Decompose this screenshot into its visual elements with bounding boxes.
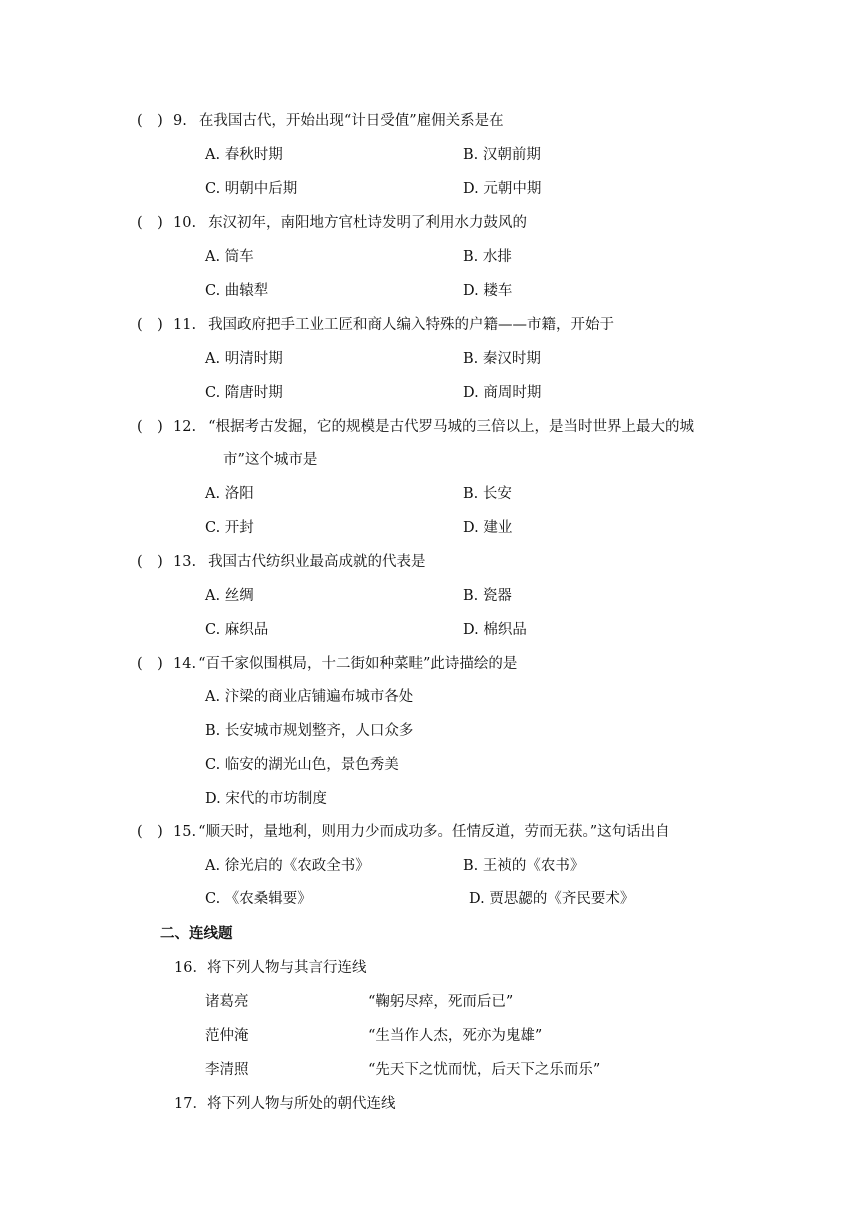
question-10-stem-line <box>137 213 527 233</box>
quote-item: “先天下之忧而忧，后天下之乐而乐” <box>368 1062 601 1078</box>
question-stem: “百千家似围棋局，十二街如种菜畦”此诗描绘的是 <box>198 656 518 672</box>
quote-item: “生当作人杰，死亦为鬼雄” <box>368 1028 543 1044</box>
question-number: 12. <box>173 419 197 435</box>
answer-blank: ( ) <box>137 317 163 333</box>
option-c: C. 曲辕犁 <box>205 283 269 299</box>
question-stem-continuation: 市”这个城市是 <box>223 452 318 468</box>
option-c: C. 隋唐时期 <box>205 385 283 401</box>
option-a: A. 丝绸 <box>205 588 254 604</box>
option-c: C. 开封 <box>205 520 254 536</box>
question-16-prompt: 16．将下列人物与其言行连线 <box>174 960 367 976</box>
option-a: A. 明清时期 <box>205 351 283 367</box>
answer-blank: ( ) <box>137 419 163 435</box>
option-b: B. 汉朝前期 <box>463 147 541 163</box>
option-a: A. 汴梁的商业店铺遍布城市各处 <box>205 689 414 705</box>
option-c: C. 麻织品 <box>205 622 269 638</box>
option-a: A. 春秋时期 <box>205 147 283 163</box>
person-item: 范仲淹 <box>205 1028 249 1044</box>
option-c: C. 明朝中后期 <box>205 181 298 197</box>
question-number: 9. <box>173 113 187 129</box>
question-number: 11. <box>173 317 197 333</box>
option-b: B. 水排 <box>463 249 512 265</box>
option-a: A. 徐光启的《农政全书》 <box>205 858 370 874</box>
answer-blank: ( ) <box>137 824 163 840</box>
option-b: B. 长安城市规划整齐，人口众多 <box>205 723 414 739</box>
person-item: 诸葛亮 <box>205 994 249 1010</box>
question-13-stem-line <box>137 552 426 572</box>
option-a: A. 洛阳 <box>205 486 254 502</box>
option-b: B. 长安 <box>463 486 512 502</box>
question-9-stem-line <box>137 111 504 131</box>
question-number: 15. <box>173 824 197 840</box>
question-stem: 东汉初年，南阳地方官杜诗发明了利用水力鼓风的 <box>208 215 528 231</box>
question-11-stem-line <box>137 315 614 335</box>
question-17-prompt: 17．将下列人物与所处的朝代连线 <box>174 1096 396 1112</box>
question-15-stem-line <box>137 822 670 842</box>
section-heading: 二、连线题 <box>160 926 233 942</box>
option-d: D. 贾思勰的《齐民要术》 <box>469 891 635 907</box>
answer-blank: ( ) <box>137 554 163 570</box>
option-d: D. 建业 <box>463 520 513 536</box>
question-stem: 我国古代纺织业最高成就的代表是 <box>208 554 426 570</box>
quote-item: “鞠躬尽瘁，死而后已” <box>368 994 514 1010</box>
option-b: B. 王祯的《农书》 <box>463 858 585 874</box>
question-number: 14. <box>173 656 197 672</box>
question-stem: 在我国古代，开始出现“计日受值”雇佣关系是在 <box>198 113 504 129</box>
question-stem: “根据考古发掘，它的规模是古代罗马城的三倍以上，是当时世界上最大的城 <box>208 419 694 435</box>
option-d: D. 宋代的市坊制度 <box>205 791 327 807</box>
option-a: A. 筒车 <box>205 249 254 265</box>
option-d: D. 商周时期 <box>463 385 542 401</box>
question-stem: “顺天时，量地利，则用力少而成功多。任情反道，劳而无获。”这句话出自 <box>198 824 670 840</box>
option-c: C. 临安的湖光山色，景色秀美 <box>205 757 399 773</box>
question-number: 10. <box>173 215 197 231</box>
option-d: D. 耧车 <box>463 283 513 299</box>
option-d: D. 元朝中期 <box>463 181 542 197</box>
option-b: B. 秦汉时期 <box>463 351 541 367</box>
answer-blank: ( ) <box>137 215 163 231</box>
option-d: D. 棉织品 <box>463 622 527 638</box>
question-number: 13. <box>173 554 197 570</box>
option-b: B. 瓷器 <box>463 588 512 604</box>
question-12-stem-line <box>137 417 694 437</box>
person-item: 李清照 <box>205 1062 249 1078</box>
question-14-stem-line <box>137 654 517 674</box>
option-c: C. 《农桑辑要》 <box>205 891 312 907</box>
question-stem: 我国政府把手工业工匠和商人编入特殊的户籍——市籍，开始于 <box>208 317 615 333</box>
answer-blank: ( ) <box>137 656 163 672</box>
answer-blank: ( ) <box>137 113 163 129</box>
